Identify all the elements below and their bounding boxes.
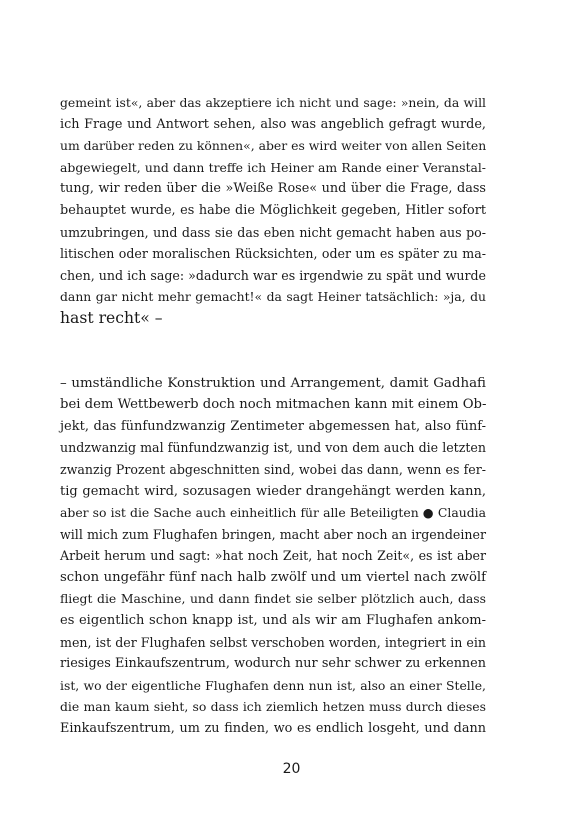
text-line: schon ungefähr fünf nach halb zwölf und um viertel nach zwölf [60, 569, 486, 585]
text-line: fliegt die Maschine, und dann findet sie selber plötzlich auch, dass [60, 591, 486, 607]
text-line: bei dem Wettbewerb doch noch mitmachen kann mit einem Ob- [60, 397, 487, 413]
text-line: behauptet wurde, es habe die Möglichkeit gegeben, Hitler sofort [60, 202, 486, 218]
page-body [60, 92, 486, 740]
page-number: 20 [282, 761, 301, 777]
text-line: Einkaufszentrum, um zu finden, wo es endlich losgeht, und dann [60, 721, 486, 737]
paragraph-1 [60, 92, 486, 330]
text-line: will mich zum Flughafen bringen, macht aber noch an irgendeiner [60, 526, 486, 542]
text-line: dann gar nicht mehr gemacht!« da sagt Heiner tatsächlich: »ja, du [60, 289, 486, 305]
text-line: umzubringen, und dass sie das eben nicht gemacht haben aus po- [60, 224, 486, 240]
paragraph-gap [60, 330, 486, 373]
text-line: Arbeit herum und sagt: »hat noch Zeit, hat noch Zeit«, es ist aber [60, 548, 486, 564]
text-line: tig gemacht wird, sozusagen wieder drangehängt werden kann, [60, 483, 486, 499]
text-line: ich Frage und Antwort sehen, also was angeblich gefragt wurde, [60, 116, 486, 132]
text-line: – umständliche Konstruktion und Arrangement, damit Gadhafi [60, 375, 486, 391]
text-line: jekt, das fünfundzwanzig Zentimeter abgemessen hat, also fünf- [60, 418, 486, 434]
text-line: abgewiegelt, und dann treffe ich Heiner am Rande einer Veranstal- [60, 159, 486, 175]
text-line: hast recht« – [60, 308, 163, 327]
text-line: gemeint ist«, aber das akzeptiere ich nicht und sage: »nein, da will [60, 95, 486, 110]
text-line: tung, wir reden über die »Weiße Rose« und über die Frage, dass [60, 181, 486, 197]
text-line: es eigentlich schon knapp ist, und als wir am Flughafen ankom- [60, 613, 486, 629]
text-line: men, ist der Flughafen selbst verschoben worden, integriert in ein [60, 634, 486, 650]
text-line: um darüber reden zu können«, aber es wird weiter von allen Seiten [60, 138, 487, 154]
text-line: aber so ist die Sache auch einheitlich für alle Beteiligten ● Claudia [60, 505, 486, 521]
paragraph-2 [60, 373, 486, 740]
text-line: zwanzig Prozent abgeschnitten sind, wobei das dann, wenn es fer- [60, 461, 486, 477]
text-line: chen, und ich sage: »dadurch war es irgendwie zu spät und wurde [60, 267, 486, 283]
text-line: undzwanzig mal fünfundzwanzig ist, und von dem auch die letzten [60, 440, 486, 456]
text-line: riesiges Einkaufszentrum, wodurch nur sehr schwer zu erkennen [60, 656, 486, 672]
text-line: ist, wo der eigentliche Flughafen denn nun ist, also an einer Stelle, [60, 677, 486, 693]
text-line: die man kaum sieht, so dass ich ziemlich hetzen muss durch dieses [60, 699, 486, 715]
text-line: litischen oder moralischen Rücksichten, oder um es später zu ma- [60, 246, 486, 262]
